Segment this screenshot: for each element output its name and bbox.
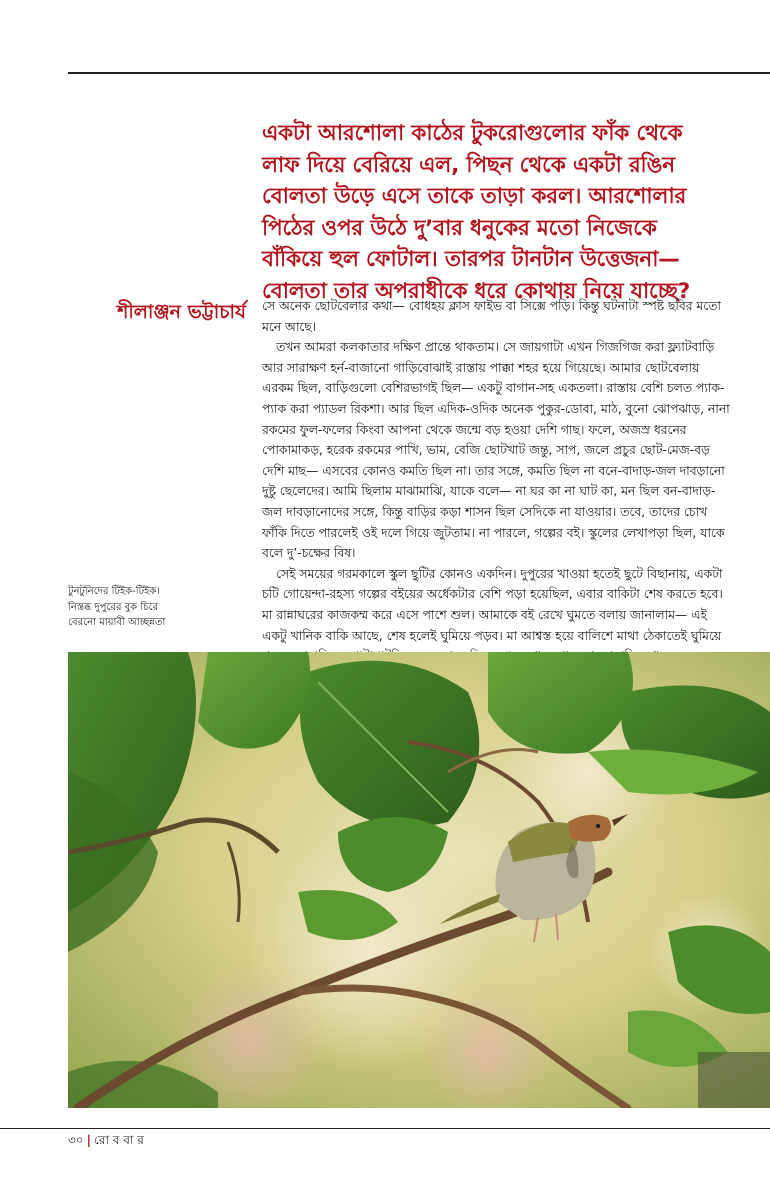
article-body bbox=[262, 296, 732, 687]
paragraph-3: সেই সময়ের গরমকালে স্কুল ছুটির কোনও একদিন। দুপুরের খাওয়া হতেই ছুটে বিছানায়, একটা চটি গোয়েন্দা-রহস্য গল্পের বইয়ের অর্ধেকটার বেশি পড়া হয়েছিল, এবার বাকিটা শেষ করতে হবে। মা রান্নাঘরের কাজকম্ম করে এসে পাশে শুল। আমাকে বই রেখে ঘুমতে বলায় জানালাম— এই একটু খানিক বাকি আছে, শেষ হলেই ঘুমিয়ে পড়ব। মা আশ্বস্ত হয়ে বালিশে মাথা ঠেকাতেই ঘুমিয়ে bbox=[262, 566, 723, 643]
pull-quote: একটা আরশোলা কাঠের টুকরোগুলোর ফাঁক থেকে লাফ দিয়ে বেরিয়ে এল, পিছন থেকে একটা রঙিন বোলতা উড়ে এসে তাকে তাড়া করল। আরশোলার পিঠের ওপর উঠে দু’বার ধনুকের মতো নিজেকে বাঁকিয়ে হুল ফোটাল। তারপর টানটান উত্তেজনা— বোলতা তার অপরাধীকে ধরে কোথায় নিয়ে যাচ্ছে? bbox=[262, 121, 691, 304]
paragraph-2: তখন আমরা কলকাতার দক্ষিণ প্রান্তে থাকতাম। সে জায়গাটা এখন গিজগিজ করা ফ্ল্যাটবাড়ি আর সারাক্ষণ হর্ন-বাজানো গাড়িবোঝাই রাস্তায় পাক্কা শহর হয়ে গিয়েছে। আমার ছোটবেলায় এরকম ছিল, বাড়িগুলো বেশিরভাগই ছিল— একটু বাগান-সহ একতলা। রাস্তায় বেশি চলত প্যাক-প্যাক করা প্যাডল রিকশা। আর ছিল এদিক-ওদিক অনেক পুকুর-ডোবা, মাঠ, বুনো ঝোপঝাড়, নানা রকমের ফুল-ফলের কিংবা আপনা থেকে জন্মে বড় হওয়া দেশি গাছ। ফলে, অজস্র ধরনের পোকামাকড়, হরেক রকমের পাখি, ভাম, বেজি ছোটখাট জন্তু, সাপ, জলে প্রচুর ছোট-মেজ-বড় দেশি মাছ— এসবের কোনও কমতি ছিল না। তার সঙ্গে, কমতি ছিল না বনে-বাদাড়-জল দাবড়ানো দুষ্টু ছেলেদের। আমি ছিলাম মাঝামাঝি, যাকে বলে— না ঘর কা না ঘাট কা, মন ছিল বন-বাদাড়-জল দাবড়ানোদের সঙ্গে, কিন্তু বাড়ির কড়া শাসন ছিল সেদিকে না যাওয়ার। তবে, তাদের চোখ ফাঁকি দিতে পারলেই ওই দলে গিয়ে জুটতাম। না পারলে, গল্পের বই। স্কুলের লেখাপড়া ছিল, যাকে বলে দু’-চক্ষের বিষ। bbox=[262, 340, 730, 561]
paragraph-1: সে অনেক ছোটবেলার কথা— বোধহয় ক্লাস ফাইভ বা সিক্সে পড়ি। কিন্তু ঘটনাটা স্পষ্ট ছবির মতো মনে আছে। bbox=[262, 299, 721, 334]
magazine-name: রো ব বা র bbox=[94, 1133, 144, 1147]
page-footer bbox=[68, 1132, 144, 1148]
caption-line-2: নিস্তব্ধ দুপুরের বুক চিরে bbox=[68, 601, 159, 613]
caption-line-1: টুনটুনিদের টিইক-টিইক। bbox=[68, 586, 160, 597]
photo-caption bbox=[68, 584, 218, 631]
bottom-rule bbox=[0, 1128, 770, 1129]
footer-separator: | bbox=[86, 1133, 91, 1147]
author-byline: শীলাঞ্জন ভট্টাচার্য bbox=[117, 301, 246, 323]
bird-photo bbox=[68, 652, 770, 1108]
caption-line-3: বেরনো মায়াবী আচ্ছন্নতা bbox=[68, 617, 166, 628]
page-number: ৩০ bbox=[68, 1133, 84, 1147]
top-rule bbox=[68, 72, 770, 74]
